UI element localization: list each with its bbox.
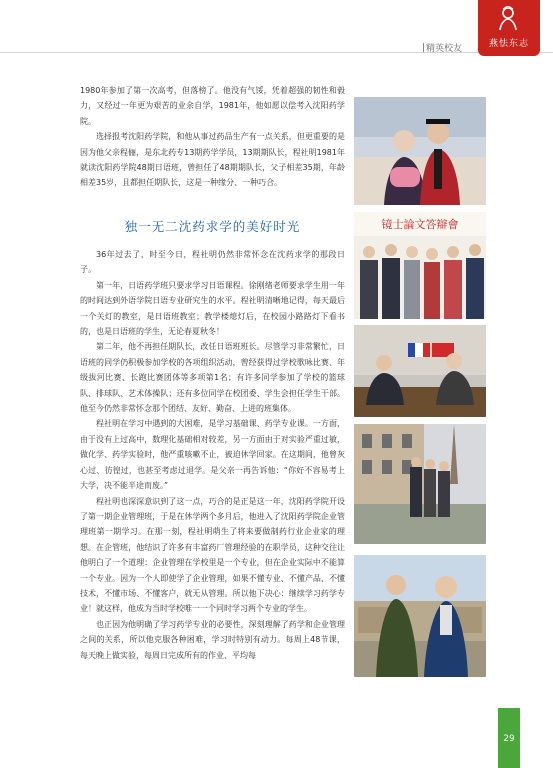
body-paragraph-3: 第二年，他不再担任期队长，改任日语班班长。尽管学习非常繁忙，日语班的同学仍积极参加学校的各项组织活动，曾经获得过学校歌咏比赛、年级拔河比赛、长跑比赛团体等多项第1名；有许多同学参加了学校的篮球队、排球队、艺术体操队；还有多位同学在校团委、学生会担任学生干部。他至今仍然非常怀念那个团结、友好、勤奋、上进的班集体。 [80, 342, 345, 414]
article-intro [80, 83, 345, 191]
photo-campus-group [354, 424, 486, 544]
photo-thesis-defense [354, 212, 486, 319]
section-label [421, 41, 462, 54]
photo-paris-image [354, 555, 486, 677]
banner-text: 镜士論文答辯會 [381, 218, 459, 231]
body-paragraph-1: 36年过去了，时至今日，程社明仍然非常怀念在沈药求学的那段日子。 [80, 250, 345, 275]
photo-meeting-flags [354, 325, 486, 417]
page-number: 29 [498, 708, 520, 768]
section-name: 精英校友 [426, 44, 463, 54]
logo-text: 燕怯东志 [488, 39, 529, 49]
intro-paragraph-1: 1980年参加了第一次高考，但落榜了。他没有气馁，凭着超强的韧性和毅力，又经过一年更为艰苦的业余自学，1981年，他如愿以偿考入沈阳药学院。 [80, 86, 345, 126]
logo-figure-icon [496, 6, 520, 32]
photo-meeting-image [354, 325, 486, 417]
divider-bar [423, 43, 424, 52]
body-paragraph-4: 程社明在学习中遇到的大困难，是学习基础课、药学专业课。一方面，由于没有上过高中，数理化基础相对较差，另一方面由于对实验严重过敏，做化学、药学实验时，他严重咳嗽不止，被迫休学回家。在这期间，他曾灰心过、彷徨过，也甚至考虑过退学。是父亲一再告诉他：“你好不容易考上大学，决不能半途而废。” [80, 419, 345, 491]
article-body [80, 247, 345, 663]
photo-campus-image [354, 424, 486, 544]
body-paragraph-6: 也正因为他明确了学习药学专业的必要性，深刻理解了药学和企业管理之间的关系，所以他克服各种困难，学习时特别有动力。每周上48节课，每天晚上做实验，每周日完成所有的作业、平均每 [80, 619, 345, 660]
magazine-logo [478, 0, 540, 56]
photo-thesis-defense-image [354, 212, 486, 319]
header-divider [0, 52, 553, 53]
intro-paragraph-2: 选择报考沈阳药学院，和他从事过药品生产有一点关系，但更重要的是因为他父亲程俪，是东北药专13期药学学员，13期期队长，程社明1981年就读沈阳药学院48期日语班，曾担任了48期期队长，父子相差35期，年龄相差35岁，且都担任期队长，这是一种缘分、一种巧合。 [80, 132, 345, 188]
photo-graduation [354, 97, 486, 205]
body-paragraph-5: 程社明也深深意识到了这一点，巧合的是正是这一年，沈阳药学院开设了第一期企业管理班，于是在休学两个多月后，他进入了沈阳药学院企业管理班第一期学习。在那一刻，程社明萌生了将来要做制药行业企业家的理想。在企管班，他结识了许多有丰富药厂管理经验的在职学员，这种交往让他明白了一个道理：企业管理在学校里是一个专业，但在企业实际中不能算一个专业。因为一个人即使学了企业管理，如果不懂专业、不懂产品、不懂技术，不懂市场、不懂客户，就无从管理。所以他下决心：继续学习药学专业！就这样，他成为当时学校唯一一个同时学习两个专业的学生。 [80, 496, 345, 614]
photo-graduation-image [354, 97, 486, 205]
photo-paris [354, 555, 486, 677]
section-heading: 独一无二沈药求学的美好时光 [124, 219, 301, 234]
body-paragraph-2: 第一年，日语药学班只要求学习日语课程。徐刚绪老师要求学生用一年的时间达到外语学院日语专业研究生的水平。程社明清晰地记得，每天最后一个关灯的教室，是日语班教室；教学楼熄灯后，在校园小路路灯下看书的，也是日语班的学生，无论春夏秋冬！ [80, 280, 345, 337]
